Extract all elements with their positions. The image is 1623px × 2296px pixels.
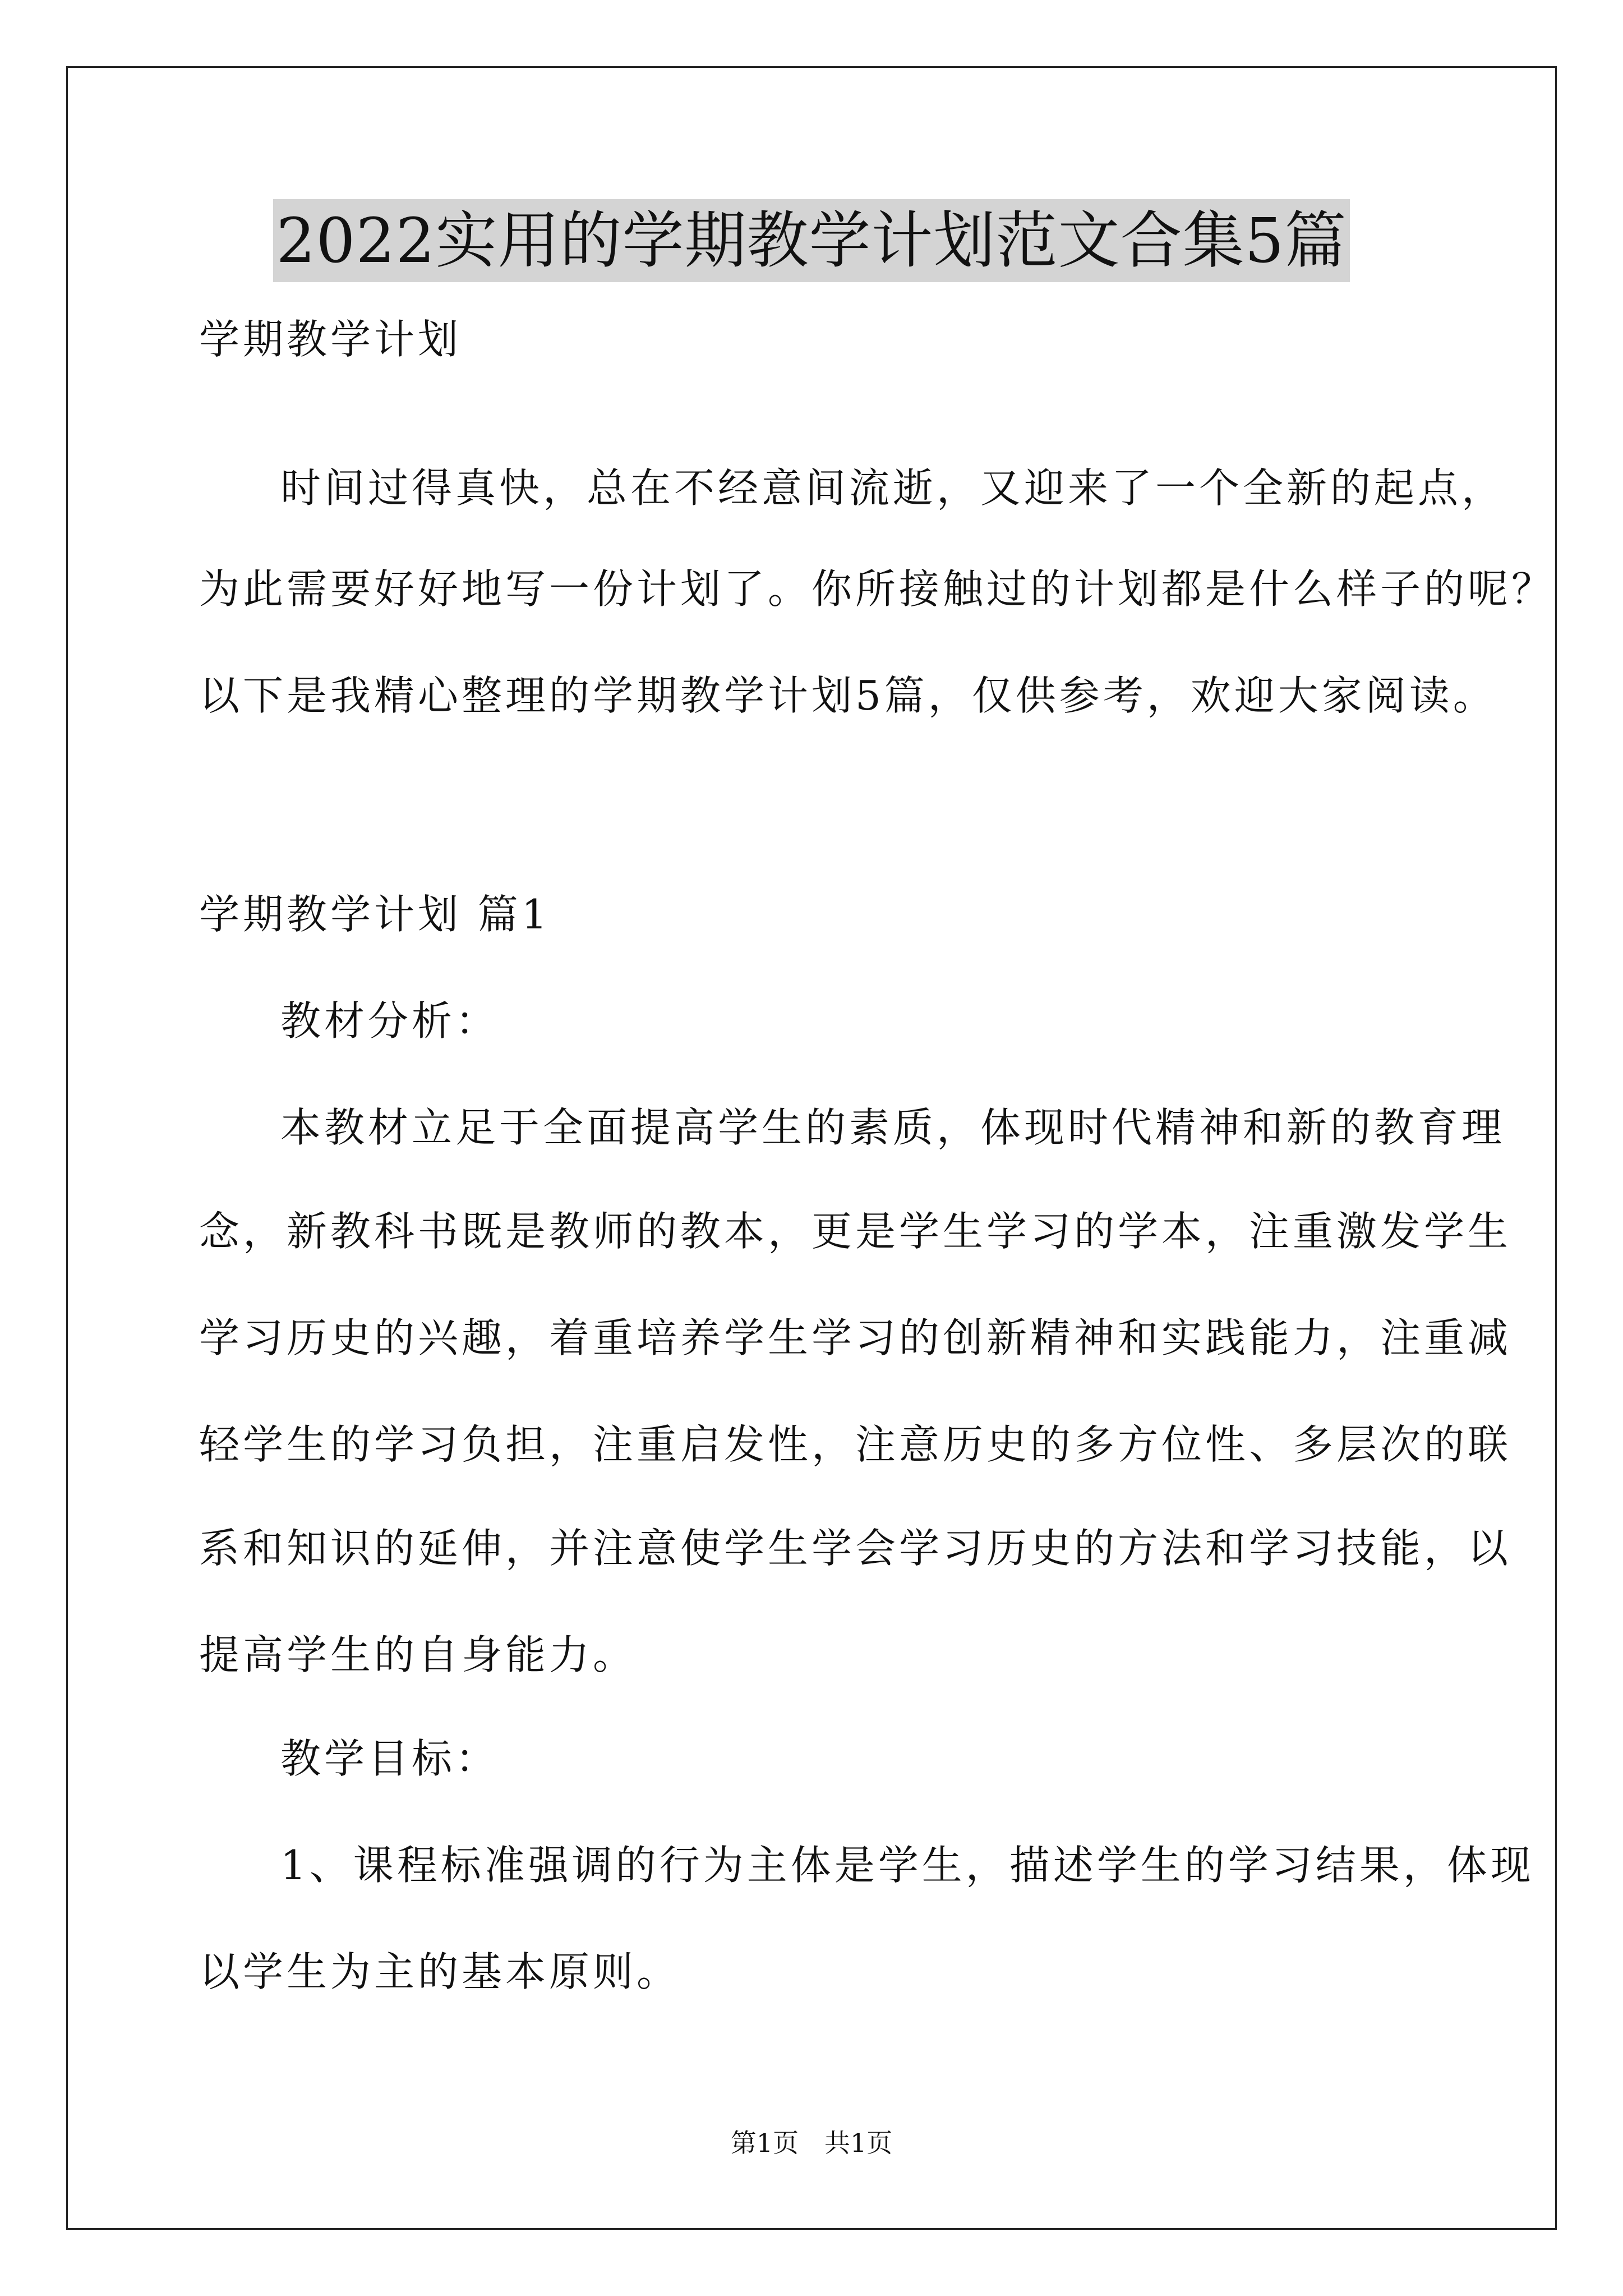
intro-line-3: 以下是我精心整理的学期教学计划5篇，仅供参考，欢迎大家阅读。 [199, 672, 1497, 719]
title-container [0, 199, 1623, 282]
material-line-2: 念，新教科书既是教师的教本，更是学生学习的学本，注重激发学生 [199, 1208, 1512, 1255]
material-line-5: 系和知识的延伸，并注意使学生学会学习历史的方法和学习技能，以 [199, 1525, 1512, 1572]
material-line-3: 学习历史的兴趣，着重培养学生学习的创新精神和实践能力，注重减 [199, 1314, 1512, 1361]
section-heading: 学期教学计划 篇1 [199, 891, 551, 938]
main-heading: 学期教学计划 [199, 316, 462, 363]
document-title: 2022实用的学期教学计划范文合集5篇 [273, 199, 1350, 282]
page-footer: 第1页 共1页 [730, 2128, 893, 2158]
material-line-6: 提高学生的自身能力。 [199, 1631, 637, 1678]
material-line-1: 本教材立足于全面提高学生的素质，体现时代精神和新的教育理 [280, 1104, 1506, 1151]
goal-line-2: 以学生为主的基本原则。 [199, 1948, 681, 1995]
intro-line-1: 时间过得真快，总在不经意间流逝，又迎来了一个全新的起点， [280, 464, 1506, 512]
intro-line-2: 为此需要好好地写一份计划了。你所接触过的计划都是什么样子的呢？ [199, 565, 1556, 613]
goal-line-1: 1、课程标准强调的行为主体是学生，描述学生的学习结果，体现 [280, 1842, 1534, 1889]
material-heading: 教材分析： [280, 997, 500, 1045]
material-line-4: 轻学生的学习负担，注重启发性，注意历史的多方位性、多层次的联 [199, 1421, 1512, 1468]
goal-heading: 教学目标： [280, 1735, 500, 1782]
